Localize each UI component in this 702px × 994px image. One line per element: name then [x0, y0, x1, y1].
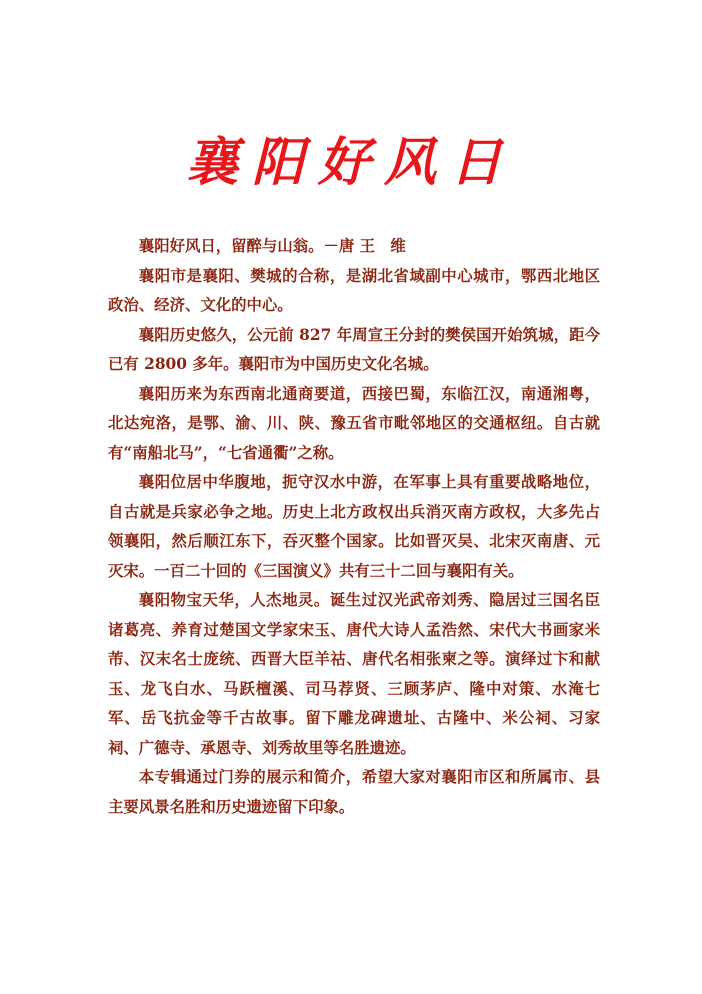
culture-paragraph: 襄阳物宝天华，人杰地灵。诞生过汉光武帝刘秀、隐居过三国名臣诸葛亮、养育过楚国文学家宋玉、唐代大诗人孟浩然、宋代大书画家米芾、汉末名士庞统、西晋大臣羊祜、唐代名相张柬之等。演绎过卞和献玉、龙飞白水、马跃檀溪、司马荐贤、三顾茅庐、隆中对策、水淹七军、岳飞抗金等千古故事。留下雕龙碑遗址、古隆中、米公祠、习家祠、广德寺、承恩寺、刘秀故里等名胜遗迹。 [108, 591, 600, 757]
intro-paragraph: 襄阳市是襄阳、樊城的合称，是湖北省域副中心城市，鄂西北地区政治、经济、文化的中心。 [108, 266, 600, 314]
transport-paragraph: 襄阳历来为东西南北通商要道，西接巴蜀，东临江汉，南通湘粤，北达宛洛，是鄂、渝、川、陕、豫五省市毗邻地区的交通枢纽。自古就有“南船北马”，“七省通衢”之称。 [108, 384, 600, 462]
page-title: 襄阳好风日 [185, 132, 516, 193]
military-paragraph: 襄阳位居中华腹地，扼守汉水中游，在军事上具有重要战略地位，自古就是兵家必争之地。历史上北方政权出兵消灭南方政权，大多先占领襄阳，然后顺江东下，吞灭整个国家。比如晋灭吴、北宋灭南唐、元灭宋。一百二十回的《三国演义》共有三十二回与襄阳有关。 [108, 473, 600, 580]
closing-paragraph: 本专辑通过门券的展示和简介，希望大家对襄阳市区和所属市、县主要风景名胜和历史遗迹留下印象。 [108, 768, 600, 816]
poem-quote-paragraph: 襄阳好风日，留醉与山翁。－唐 王 维 [138, 237, 406, 255]
document-body [108, 232, 600, 822]
history-paragraph: 襄阳历史悠久，公元前 827 年周宣王分封的樊侯国开始筑城，距今已有 2800 多年。襄阳市为中国历史文化名城。 [108, 325, 600, 373]
